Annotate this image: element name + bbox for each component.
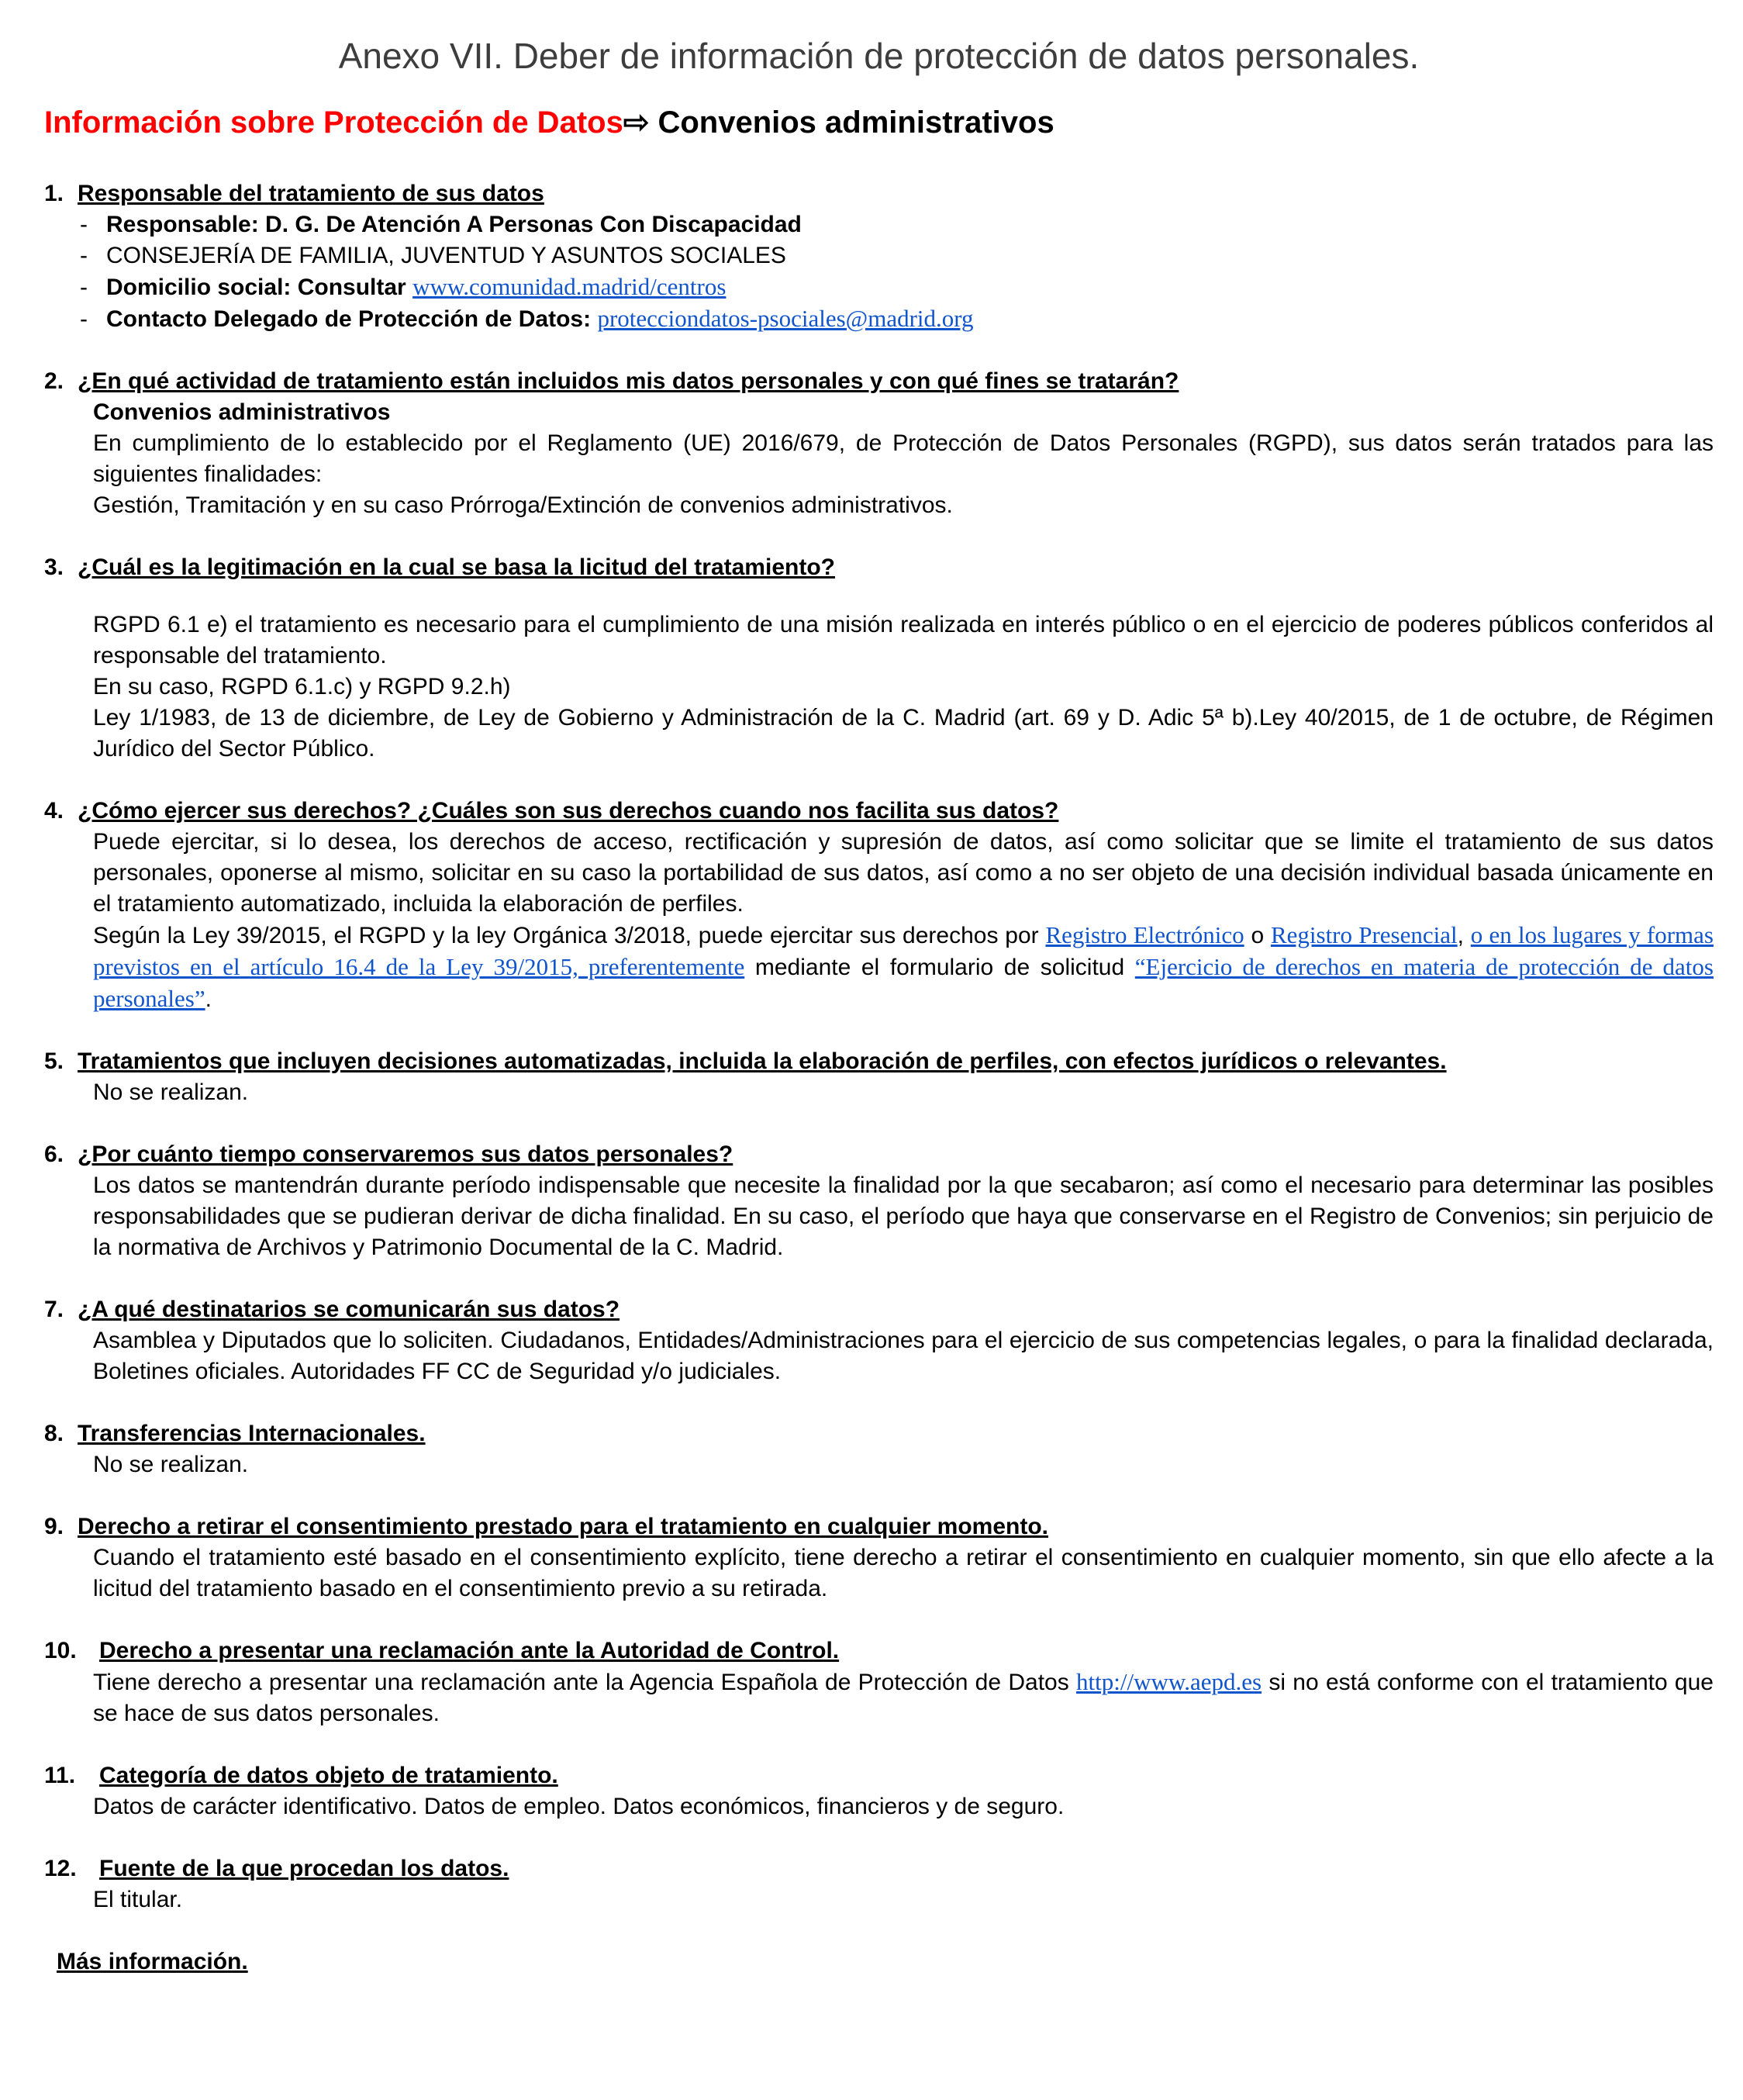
bullet-text (106, 303, 1714, 335)
bullet-list (44, 209, 1714, 335)
text-run: Cuando el tratamiento esté basado en el consentimiento explícito, tiene derecho a retirar el consentimiento en cualquier momento, sin que ello afecte a la licitud del tratamiento basado en el consentimiento previo a su retirada. (93, 1545, 1714, 1601)
section-body (93, 827, 1714, 1015)
section-body (93, 1170, 1714, 1263)
section-ejercer-derechos (44, 796, 1714, 1015)
text-run: Tiene derecho a presentar una reclamación ante la Agencia Española de Protección de Datos (93, 1670, 1076, 1695)
section-heading: Tratamientos que incluyen decisiones automatizadas, incluida la elaboración de perfiles, con efectos jurídicos o relevantes. (78, 1048, 1447, 1074)
section-heading: Derecho a presentar una reclamación ante la Autoridad de Control. (99, 1638, 840, 1663)
paragraph (93, 1449, 1714, 1480)
section-actividad-tratamiento (44, 366, 1714, 521)
bullet-item (80, 271, 1714, 303)
hyperlink[interactable]: Registro Electrónico (1045, 921, 1244, 948)
text-run: , (1457, 923, 1471, 948)
hyperlink[interactable]: o en los lugares y formas previstos en el artículo 16.4 de la Ley 39/2015, preferentemente (93, 921, 1714, 980)
paragraph (93, 1542, 1714, 1604)
more-info-heading: Más información. (57, 1949, 248, 1974)
section-heading-row (44, 1635, 1714, 1667)
section-heading: ¿A qué destinatarios se comunicarán sus datos? (78, 1297, 620, 1322)
section-heading: ¿Por cuánto tiempo conservaremos sus datos personales? (78, 1142, 733, 1167)
section-heading: Fuente de la que procedan los datos. (99, 1856, 509, 1881)
section-body (93, 397, 1714, 521)
text-run: Gestión, Tramitación y en su caso Prórroga/Extinción de convenios administrativos. (93, 492, 953, 518)
paragraph (93, 1884, 1714, 1915)
section-number: 4. (44, 798, 64, 824)
section-number: 5. (44, 1048, 64, 1074)
section-destinatarios (44, 1294, 1714, 1387)
section-decisiones-automatizadas (44, 1046, 1714, 1108)
text-run: Asamblea y Diputados que lo soliciten. Ciudadanos, Entidades/Administraciones para el ejercicio de sus competencias legales, o para la finalidad declarada, Boletines oficiales. Autoridades FF CC de Seguridad y/o judiciales. (93, 1328, 1714, 1384)
text-run: si no está conforme con el tratamiento que se hace de sus datos personales. (93, 1670, 1714, 1726)
section-heading-row (44, 1418, 1714, 1449)
paragraph (93, 397, 1714, 428)
section-fuente-datos (44, 1853, 1714, 1915)
text-run: En su caso, RGPD 6.1.c) y RGPD 9.2.h) (93, 674, 511, 699)
bullet-item (80, 303, 1714, 335)
section-categoria-datos (44, 1760, 1714, 1822)
section-heading-row (44, 552, 1714, 583)
section-heading-row (44, 1853, 1714, 1884)
section-number: 1. (44, 181, 64, 206)
section-body (93, 1077, 1714, 1108)
text-run: Puede ejercitar, si lo desea, los derechos de acceso, rectificación y supresión de datos, así como solicitar que se limite el tratamiento de sus datos personales, oponerse al mismo, solicitar en su caso la portabilidad de sus datos, así como a no ser objeto de una decisión individual basada únicamente en el tratamiento automatizado, incluida la elaboración de perfiles. (93, 829, 1714, 917)
section-responsable (44, 178, 1714, 335)
paragraph (93, 610, 1714, 672)
section-reclamacion-autoridad (44, 1635, 1714, 1729)
bullet-marker: - (80, 306, 88, 332)
section-number: 11. (44, 1763, 76, 1788)
section-number: 7. (44, 1297, 64, 1322)
bullet-marker: - (80, 243, 88, 268)
paragraph (93, 703, 1714, 765)
text-run: El titular. (93, 1887, 183, 1912)
paragraph (93, 827, 1714, 920)
section-number: 9. (44, 1514, 64, 1539)
text-run: Responsable: D. G. De Atención A Personas Con Discapacidad (106, 212, 802, 237)
hyperlink[interactable]: “Ejercicio de derechos en materia de protección de datos personales” (93, 953, 1714, 1012)
text-run: Contacto Delegado de Protección de Datos: (106, 306, 598, 332)
text-run: En cumplimiento de lo establecido por el Reglamento (UE) 2016/679, de Protección de Datos Personales (RGPD), sus datos serán tratados para las siguientes finalidades: (93, 430, 1714, 487)
doc-title: Anexo VII. Deber de información de protección de datos personales. (338, 36, 1420, 76)
doc-subtitle (44, 104, 1714, 141)
section-body (93, 1791, 1714, 1822)
section-body (93, 1325, 1714, 1387)
section-number: 6. (44, 1142, 64, 1167)
text-run: Convenios administrativos (93, 399, 391, 425)
hyperlink[interactable]: protecciondatos-psociales@madrid.org (597, 305, 974, 332)
section-heading-row (44, 796, 1714, 827)
subtitle-black-text: ⇨ Convenios administrativos (623, 105, 1054, 140)
section-heading-row (44, 178, 1714, 209)
paragraph (93, 1170, 1714, 1263)
hyperlink[interactable]: www.comunidad.madrid/centros (412, 273, 727, 300)
paragraph (93, 1325, 1714, 1387)
text-run: . (205, 986, 212, 1012)
text-run: Datos de carácter identificativo. Datos de empleo. Datos económicos, financieros y de seguro. (93, 1794, 1065, 1819)
bullet-text (106, 240, 1714, 271)
section-body (93, 1542, 1714, 1604)
paragraph (93, 490, 1714, 521)
section-heading: Categoría de datos objeto de tratamiento. (99, 1763, 558, 1788)
section-transferencias-internacionales (44, 1418, 1714, 1480)
section-heading-row (44, 1046, 1714, 1077)
text-run: Los datos se mantendrán durante período indispensable que necesite la finalidad por la que secabaron; así como el necesario para determinar las posibles responsabilidades que se pudieran derivar de dicha finalidad. En su caso, el período que haya que conservarse en el Registro de Convenios; sin perjuicio de la normativa de Archivos y Patrimonio Documental de la C. Madrid. (93, 1173, 1714, 1260)
subtitle-red-text: Información sobre Protección de Datos (44, 105, 623, 140)
bullet-item (80, 240, 1714, 271)
section-body (93, 1449, 1714, 1480)
section-heading-row (44, 1760, 1714, 1791)
section-heading: Derecho a retirar el consentimiento prestado para el tratamiento en cualquier momento. (78, 1514, 1049, 1539)
section-legitimacion (44, 552, 1714, 765)
section-heading-row (44, 1511, 1714, 1542)
section-number: 10. (44, 1638, 77, 1663)
bullet-marker: - (80, 275, 88, 300)
section-number: 8. (44, 1421, 64, 1446)
section-number: 3. (44, 554, 64, 580)
paragraph (93, 1791, 1714, 1822)
section-heading: ¿En qué actividad de tratamiento están incluidos mis datos personales y con qué fines se tratarán? (78, 368, 1179, 394)
section-heading-row (44, 366, 1714, 397)
text-run: RGPD 6.1 e) el tratamiento es necesario para el cumplimiento de una misión realizada en interés público o en el ejercicio de poderes públicos conferidos al responsable del tratamiento. (93, 612, 1714, 668)
section-heading: ¿Cuál es la legitimación en la cual se basa la licitud del tratamiento? (78, 554, 835, 580)
paragraph (93, 428, 1714, 490)
section-conservacion-datos (44, 1139, 1714, 1263)
section-heading: Responsable del tratamiento de sus datos (78, 181, 544, 206)
section-body (93, 1884, 1714, 1915)
paragraph (93, 920, 1714, 1015)
text-run: Domicilio social: Consultar (106, 275, 413, 300)
paragraph (93, 1077, 1714, 1108)
section-retirar-consentimiento (44, 1511, 1714, 1604)
text-run: mediante el formulario de solicitud (744, 955, 1135, 980)
text-run: CONSEJERÍA DE FAMILIA, JUVENTUD Y ASUNTOS SOCIALES (106, 243, 786, 268)
paragraph (93, 1667, 1714, 1729)
bullet-marker: - (80, 212, 88, 237)
text-run: Según la Ley 39/2015, el RGPD y la ley Orgánica 3/2018, puede ejercitar sus derechos por (93, 923, 1046, 948)
hyperlink[interactable]: Registro Presencial (1270, 921, 1458, 948)
bullet-text (106, 209, 1714, 240)
bullet-text (106, 271, 1714, 303)
section-body (93, 610, 1714, 765)
text-run: o (1244, 923, 1271, 948)
section-heading-row (44, 1294, 1714, 1325)
section-heading-row (44, 1139, 1714, 1170)
text-run: No se realizan. (93, 1452, 249, 1477)
section-heading: Transferencias Internacionales. (78, 1421, 426, 1446)
section-number: 12. (44, 1856, 77, 1881)
hyperlink[interactable]: http://www.aepd.es (1076, 1668, 1262, 1695)
text-run: No se realizan. (93, 1079, 249, 1105)
paragraph (93, 672, 1714, 703)
text-run: Ley 1/1983, de 13 de diciembre, de Ley de Gobierno y Administración de la C. Madrid (art. 69 y D. Adic 5ª b).Ley 40/2015, de 1 de octubre, de Régimen Jurídico del Sector Público. (93, 705, 1714, 762)
bullet-item (80, 209, 1714, 240)
section-body (93, 1667, 1714, 1729)
section-number: 2. (44, 368, 64, 394)
section-heading: ¿Cómo ejercer sus derechos? ¿Cuáles son sus derechos cuando nos facilita sus datos? (78, 798, 1059, 824)
